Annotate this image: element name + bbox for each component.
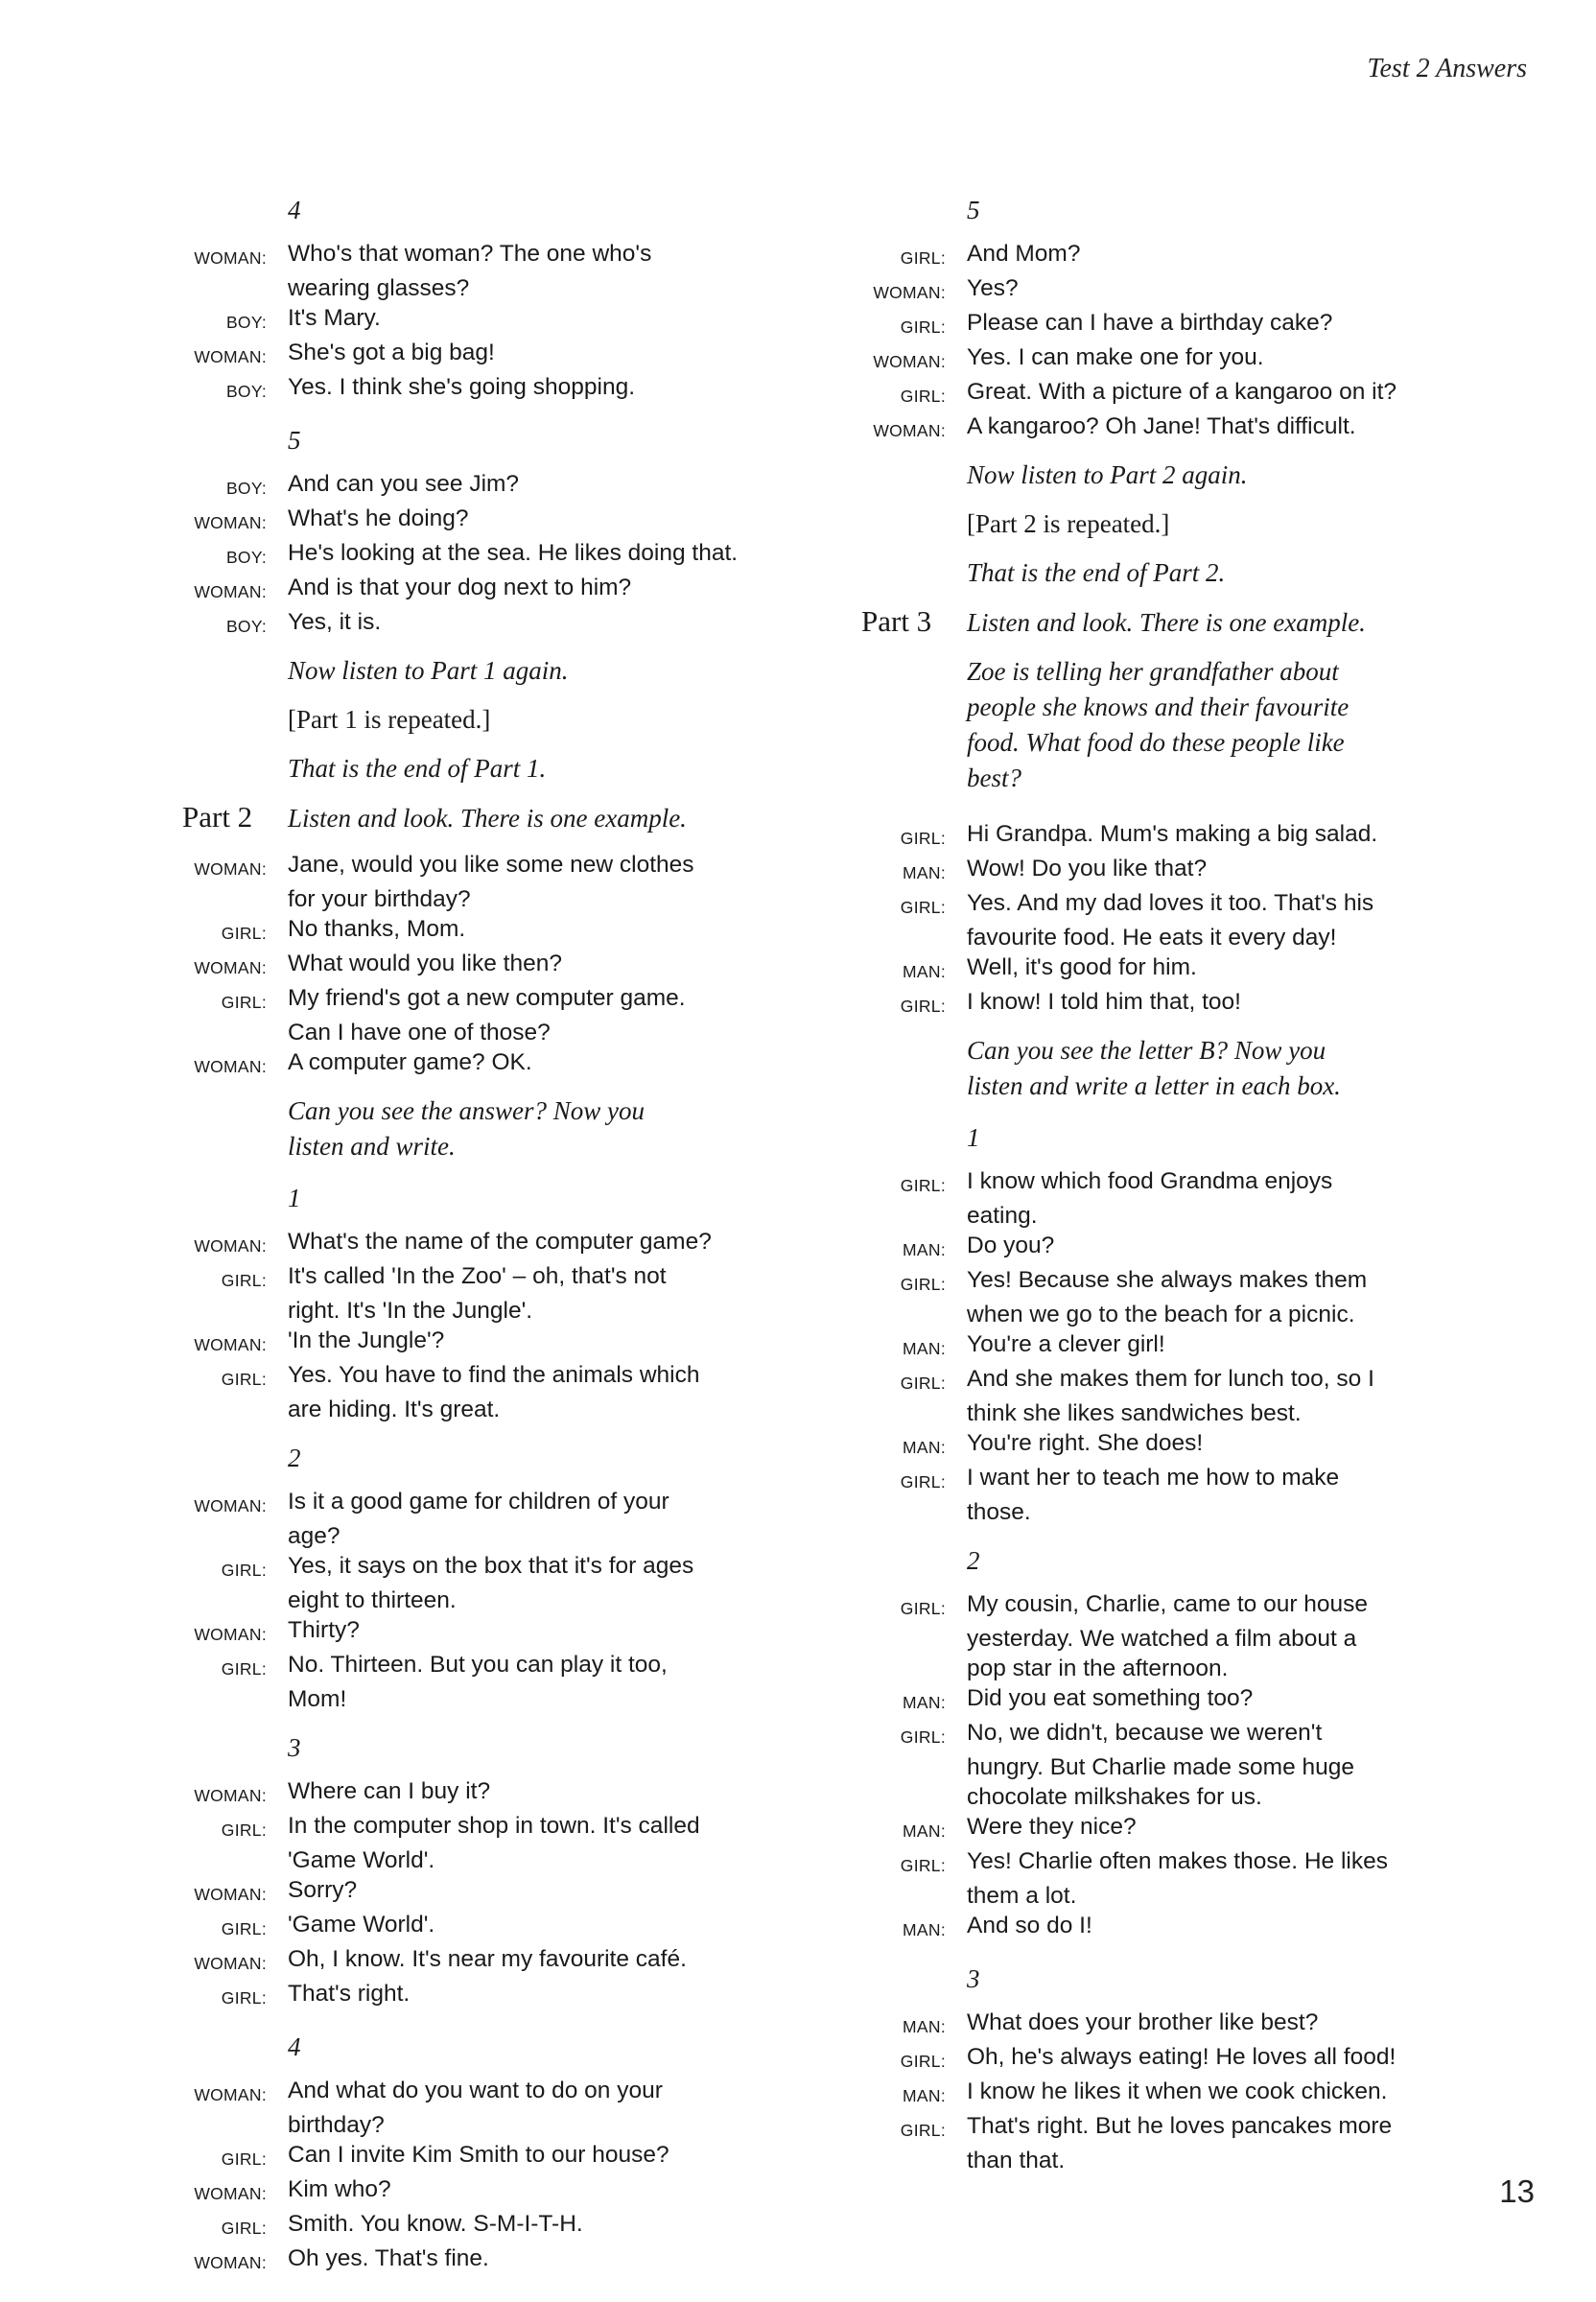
- instruction-text: Can you see the letter B? Now you: [967, 1036, 1326, 1065]
- dialogue-line: [163, 1944, 796, 1979]
- speaker-label: GIRL:: [900, 2121, 946, 2140]
- dialogue-line: [163, 538, 796, 573]
- dialogue-text: for your birthday?: [288, 886, 471, 912]
- dialogue-line: [163, 2209, 796, 2243]
- dialogue-text: 'In the Jungle'?: [288, 1327, 445, 1353]
- dialogue-text: Please can I have a birthday cake?: [967, 310, 1333, 336]
- dialogue-line: [163, 1845, 796, 1875]
- dialogue-line: [163, 1296, 796, 1326]
- speaker-label: WOMAN:: [194, 1885, 267, 1904]
- speaker-label: GIRL:: [221, 1370, 267, 1389]
- speaker-label: [163, 1684, 288, 1689]
- dialogue-text: You're right. She does!: [967, 1430, 1204, 1456]
- dialogue-line: [842, 2042, 1514, 2077]
- part-label: Part 2: [182, 800, 253, 834]
- speaker-label: GIRL:: [900, 1472, 946, 1492]
- dialogue-line: [842, 2077, 1514, 2111]
- instruction-text: Listen and look. There is one example.: [967, 608, 1366, 637]
- speaker-label: [842, 1398, 967, 1403]
- speaker-label: GIRL:: [900, 1599, 946, 1618]
- dialogue-line: [163, 2140, 796, 2174]
- speaker-label: MAN:: [903, 2086, 946, 2105]
- dialogue-line: [842, 2008, 1514, 2042]
- speaker-label: WOMAN:: [194, 1496, 267, 1515]
- dialogue-text: No thanks, Mom.: [288, 916, 466, 942]
- dialogue-text: Jane, would you like some new clothes: [288, 852, 694, 878]
- dialogue-line: [163, 1586, 796, 1615]
- dialogue-text: He's looking at the sea. He likes doing that.: [288, 540, 739, 566]
- speaker-label: GIRL:: [221, 1271, 267, 1290]
- speaker-label: [842, 923, 967, 928]
- dialogue-line: [842, 2146, 1514, 2175]
- dialogue-line: [163, 504, 796, 538]
- speaker-label: [163, 273, 288, 278]
- dialogue-text: And what do you want to do on your: [288, 2078, 663, 2103]
- dialogue-text: think she likes sandwiches best.: [967, 1400, 1302, 1426]
- speaker-label: [842, 1752, 967, 1757]
- speaker-label: GIRL:: [900, 2052, 946, 2071]
- dialogue-line: [842, 854, 1514, 888]
- dialogue-text: And so do I!: [967, 1913, 1092, 1938]
- speaker-label: GIRL:: [221, 1988, 267, 2008]
- dialogue-text: are hiding. It's great.: [288, 1397, 501, 1422]
- speaker-label: GIRL:: [900, 248, 946, 268]
- speaker-label: GIRL:: [221, 1561, 267, 1580]
- speaker-label: GIRL:: [900, 317, 946, 337]
- speaker-label: GIRL:: [221, 1659, 267, 1679]
- speaker-label: BOY:: [225, 382, 267, 401]
- speaker-label: [842, 1497, 967, 1502]
- dialogue-text: Oh, he's always eating! He loves all food!: [967, 2044, 1396, 2070]
- speaker-label: GIRL:: [900, 1275, 946, 1294]
- speaker-label: BOY:: [225, 313, 267, 332]
- speaker-label: GIRL:: [221, 993, 267, 1012]
- speaker-label: [842, 1624, 967, 1629]
- speaker-label: GIRL:: [900, 829, 946, 848]
- instruction-text: Listen and look. There is one example.: [288, 804, 687, 833]
- dialogue-line: [842, 1265, 1514, 1300]
- dialogue-line: [842, 1752, 1514, 1782]
- instruction-text: Zoe is telling her grandfather about: [967, 657, 1339, 686]
- dialogue-text: And Mom?: [967, 241, 1081, 267]
- speaker-label: GIRL:: [221, 1820, 267, 1840]
- dialogue-line: [842, 1463, 1514, 1497]
- dialogue-text: Sorry?: [288, 1877, 358, 1903]
- speaker-label: GIRL:: [900, 1856, 946, 1875]
- speaker-label: MAN:: [903, 1693, 946, 1712]
- speaker-label: WOMAN:: [194, 1236, 267, 1256]
- dialogue-text: Did you eat something too?: [967, 1685, 1254, 1711]
- dialogue-line: [842, 1428, 1514, 1463]
- dialogue-text: than that.: [967, 2148, 1066, 2173]
- dialogue-text: That's right. But he loves pancakes more: [967, 2113, 1393, 2139]
- speaker-label: WOMAN:: [873, 421, 946, 440]
- speaker-label: WOMAN:: [194, 1335, 267, 1354]
- dialogue-line: [163, 1047, 796, 1082]
- speaker-label: WOMAN:: [194, 1625, 267, 1644]
- dialogue-text: No, we didn't, because we weren't: [967, 1720, 1323, 1746]
- speaker-label: MAN:: [903, 863, 946, 882]
- speaker-label: BOY:: [225, 617, 267, 636]
- speaker-label: WOMAN:: [194, 1786, 267, 1805]
- speaker-label: WOMAN:: [194, 582, 267, 601]
- dialogue-text: wearing glasses?: [288, 275, 470, 301]
- dialogue-line: [842, 1166, 1514, 1201]
- question-number: 5: [967, 196, 980, 224]
- dialogue-line: [842, 1329, 1514, 1364]
- dialogue-text: Yes?: [967, 275, 1019, 301]
- speaker-label: WOMAN:: [194, 859, 267, 879]
- right-column: [842, 176, 1514, 2175]
- dialogue-line: [163, 1910, 796, 1944]
- repeat-note: [Part 2 is repeated.]: [967, 509, 1170, 538]
- dialogue-text: Oh, I know. It's near my favourite café.: [288, 1946, 687, 1972]
- instruction-text: Now listen to Part 2 again.: [967, 460, 1248, 489]
- speaker-label: BOY:: [225, 548, 267, 567]
- dialogue-line: [163, 1551, 796, 1586]
- dialogue-text: yesterday. We watched a film about a: [967, 1626, 1357, 1652]
- dialogue-line: [163, 1360, 796, 1395]
- dialogue-line: [842, 1300, 1514, 1329]
- speaker-label: GIRL:: [900, 1176, 946, 1195]
- dialogue-line: [842, 987, 1514, 1022]
- question-number: 1: [967, 1123, 980, 1152]
- speaker-label: WOMAN:: [194, 2184, 267, 2203]
- dialogue-line: [842, 819, 1514, 854]
- dialogue-text: age?: [288, 1523, 340, 1549]
- part-label: Part 3: [861, 604, 932, 638]
- dialogue-line: [163, 1018, 796, 1047]
- speaker-label: WOMAN:: [194, 513, 267, 532]
- speaker-label: WOMAN:: [873, 283, 946, 302]
- dialogue-text: No. Thirteen. But you can play it too,: [288, 1652, 668, 1678]
- dialogue-text: Smith. You know. S-M-I-T-H.: [288, 2211, 583, 2237]
- speaker-label: WOMAN:: [194, 2085, 267, 2104]
- instruction-text: Now listen to Part 1 again.: [288, 656, 569, 685]
- dialogue-line: [163, 1776, 796, 1811]
- dialogue-line: [163, 303, 796, 338]
- dialogue-line: [163, 1395, 796, 1424]
- speaker-label: MAN:: [903, 1821, 946, 1841]
- dialogue-text: Great. With a picture of a kangaroo on it?: [967, 379, 1397, 405]
- dialogue-text: A kangaroo? Oh Jane! That's difficult.: [967, 413, 1356, 439]
- instruction-text: listen and write a letter in each box.: [967, 1071, 1341, 1100]
- dialogue-text: hungry. But Charlie made some huge: [967, 1754, 1355, 1780]
- dialogue-line: [163, 1684, 796, 1714]
- dialogue-line: [163, 2174, 796, 2209]
- dialogue-line: [163, 1261, 796, 1296]
- instruction-text: people she knows and their favourite: [967, 693, 1350, 721]
- dialogue-line: [163, 573, 796, 607]
- question-number: 2: [967, 1546, 980, 1575]
- dialogue-text: Hi Grandpa. Mum's making a big salad.: [967, 821, 1378, 847]
- dialogue-text: Where can I buy it?: [288, 1778, 491, 1804]
- dialogue-line: [163, 914, 796, 949]
- dialogue-line: [163, 1227, 796, 1261]
- dialogue-line: [163, 2076, 796, 2110]
- dialogue-line: [163, 1615, 796, 1650]
- dialogue-text: Yes. I can make one for you.: [967, 344, 1264, 370]
- dialogue-line: [842, 1718, 1514, 1752]
- dialogue-line: [842, 923, 1514, 952]
- dialogue-line: [842, 1911, 1514, 1945]
- speaker-label: MAN:: [903, 962, 946, 981]
- dialogue-line: [163, 1979, 796, 2013]
- dialogue-text: Thirty?: [288, 1617, 360, 1643]
- dialogue-line: [163, 1811, 796, 1845]
- instruction-text: That is the end of Part 1.: [288, 754, 547, 783]
- running-header: Test 2 Answers: [1367, 54, 1527, 83]
- dialogue-line: [842, 1398, 1514, 1428]
- spacer: [842, 810, 1514, 819]
- dialogue-line: [163, 273, 796, 303]
- speaker-label: [163, 884, 288, 889]
- dialogue-text: Is it a good game for children of your: [288, 1489, 669, 1515]
- speaker-label: [842, 1782, 967, 1787]
- page-number: 13: [1499, 2173, 1535, 2209]
- dialogue-text: Mom!: [288, 1686, 347, 1712]
- dialogue-line: [842, 1881, 1514, 1911]
- dialogue-line: [842, 1846, 1514, 1881]
- speaker-label: [163, 1586, 288, 1590]
- speaker-label: WOMAN:: [194, 1954, 267, 1973]
- dialogue-line: [163, 1875, 796, 1910]
- dialogue-text: right. It's 'In the Jungle'.: [288, 1298, 533, 1324]
- dialogue-text: In the computer shop in town. It's called: [288, 1813, 700, 1839]
- question-number: 3: [288, 1733, 301, 1762]
- speaker-label: MAN:: [903, 1438, 946, 1457]
- dialogue-line: [842, 1497, 1514, 1527]
- dialogue-text: What does your brother like best?: [967, 2009, 1319, 2035]
- dialogue-line: [163, 1521, 796, 1551]
- dialogue-line: [842, 308, 1514, 342]
- dialogue-text: pop star in the afternoon.: [967, 1656, 1229, 1681]
- dialogue-text: It's Mary.: [288, 305, 381, 331]
- dialogue-line: [163, 1650, 796, 1684]
- part-heading: [842, 604, 1514, 641]
- instruction-text: food. What food do these people like: [967, 728, 1345, 757]
- dialogue-line: [842, 342, 1514, 377]
- speaker-label: [163, 1395, 288, 1399]
- dialogue-text: What would you like then?: [288, 951, 562, 976]
- dialogue-line: [842, 239, 1514, 273]
- dialogue-text: Yes, it says on the box that it's for ages: [288, 1553, 694, 1579]
- dialogue-line: [842, 273, 1514, 308]
- dialogue-text: birthday?: [288, 2112, 385, 2138]
- speaker-label: MAN:: [903, 2017, 946, 2036]
- speaker-label: MAN:: [903, 1339, 946, 1358]
- dialogue-text: 'Game World'.: [288, 1847, 435, 1873]
- speaker-label: WOMAN:: [194, 347, 267, 366]
- dialogue-line: [842, 1683, 1514, 1718]
- dialogue-text: That's right.: [288, 1981, 411, 2007]
- instruction-text: listen and write.: [288, 1132, 456, 1161]
- dialogue-line: [842, 411, 1514, 446]
- dialogue-line: [163, 2243, 796, 2278]
- dialogue-line: [163, 338, 796, 372]
- dialogue-text: Yes. You have to find the animals which: [288, 1362, 700, 1388]
- speaker-label: GIRL:: [900, 997, 946, 1016]
- instruction-text: best?: [967, 763, 1021, 792]
- speaker-label: WOMAN:: [194, 248, 267, 268]
- dialogue-line: [163, 949, 796, 983]
- dialogue-text: You're a clever girl!: [967, 1331, 1165, 1357]
- dialogue-text: Can I have one of those?: [288, 1020, 551, 1045]
- dialogue-text: It's called 'In the Zoo' – oh, that's not: [288, 1263, 667, 1289]
- dialogue-text: Kim who?: [288, 2176, 391, 2202]
- dialogue-text: Wow! Do you like that?: [967, 856, 1208, 881]
- dialogue-text: A computer game? OK.: [288, 1049, 532, 1075]
- part-heading: [163, 800, 796, 836]
- dialogue-text: Oh yes. That's fine.: [288, 2245, 489, 2271]
- speaker-label: BOY:: [225, 479, 267, 498]
- dialogue-line: [842, 952, 1514, 987]
- dialogue-line: [842, 1654, 1514, 1683]
- speaker-label: GIRL:: [900, 1374, 946, 1393]
- dialogue-text: eating.: [967, 1203, 1038, 1229]
- dialogue-line: [163, 372, 796, 407]
- dialogue-text: chocolate milkshakes for us.: [967, 1784, 1262, 1810]
- dialogue-text: Yes. I think she's going shopping.: [288, 374, 635, 400]
- speaker-label: [163, 1845, 288, 1850]
- dialogue-text: favourite food. He eats it every day!: [967, 925, 1337, 951]
- question-number: 3: [967, 1964, 980, 1993]
- speaker-label: MAN:: [903, 1240, 946, 1259]
- repeat-note: [Part 1 is repeated.]: [288, 705, 491, 734]
- speaker-label: [163, 1521, 288, 1526]
- dialogue-line: [842, 1231, 1514, 1265]
- speaker-label: GIRL:: [900, 387, 946, 406]
- speaker-label: GIRL:: [221, 1919, 267, 1938]
- dialogue-text: And is that your dog next to him?: [288, 575, 632, 600]
- dialogue-text: Do you?: [967, 1233, 1055, 1258]
- dialogue-text: My cousin, Charlie, came to our house: [967, 1591, 1369, 1617]
- speaker-label: MAN:: [903, 1920, 946, 1939]
- dialogue-text: I want her to teach me how to make: [967, 1465, 1340, 1491]
- dialogue-line: [842, 1364, 1514, 1398]
- left-column: [163, 176, 796, 2278]
- dialogue-text: I know! I told him that, too!: [967, 989, 1241, 1015]
- dialogue-text: eight to thirteen.: [288, 1587, 457, 1613]
- dialogue-text: Well, it's good for him.: [967, 954, 1197, 980]
- speaker-label: GIRL:: [900, 898, 946, 917]
- speaker-label: GIRL:: [900, 1727, 946, 1747]
- question-number: 1: [288, 1184, 301, 1212]
- dialogue-line: [842, 1812, 1514, 1846]
- dialogue-text: Who's that woman? The one who's: [288, 241, 652, 267]
- dialogue-line: [163, 607, 796, 642]
- question-number: 4: [288, 2032, 301, 2061]
- dialogue-text: Can I invite Kim Smith to our house?: [288, 2142, 669, 2168]
- speaker-label: GIRL:: [221, 2149, 267, 2169]
- dialogue-line: [163, 983, 796, 1018]
- question-number: 5: [288, 426, 301, 455]
- dialogue-line: [842, 1782, 1514, 1812]
- speaker-label: [842, 1300, 967, 1304]
- dialogue-text: them a lot.: [967, 1883, 1077, 1909]
- speaker-label: [842, 2146, 967, 2150]
- dialogue-text: She's got a big bag!: [288, 340, 495, 365]
- speaker-label: WOMAN:: [194, 1057, 267, 1076]
- dialogue-text: What's he doing?: [288, 505, 469, 531]
- dialogue-text: when we go to the beach for a picnic.: [967, 1302, 1355, 1327]
- question-number: 2: [288, 1444, 301, 1472]
- speaker-label: GIRL:: [221, 924, 267, 943]
- dialogue-line: [163, 1487, 796, 1521]
- speaker-label: [163, 2110, 288, 2115]
- dialogue-text: 'Game World'.: [288, 1912, 435, 1938]
- dialogue-text: Were they nice?: [967, 1814, 1137, 1840]
- dialogue-text: What's the name of the computer game?: [288, 1229, 712, 1255]
- instruction-text: That is the end of Part 2.: [967, 558, 1226, 587]
- dialogue-text: My friend's got a new computer game.: [288, 985, 686, 1011]
- dialogue-line: [842, 1201, 1514, 1231]
- speaker-label: WOMAN:: [873, 352, 946, 371]
- speaker-label: [842, 1654, 967, 1658]
- dialogue-line: [842, 2111, 1514, 2146]
- dialogue-text: I know which food Grandma enjoys: [967, 1168, 1333, 1194]
- dialogue-text: I know he likes it when we cook chicken.: [967, 2079, 1388, 2104]
- dialogue-text: And she makes them for lunch too, so I: [967, 1366, 1374, 1392]
- speaker-label: WOMAN:: [194, 2253, 267, 2272]
- speaker-label: [163, 1296, 288, 1301]
- dialogue-line: [163, 239, 796, 273]
- speaker-label: GIRL:: [221, 2219, 267, 2238]
- dialogue-line: [163, 469, 796, 504]
- dialogue-text: Yes! Because she always makes them: [967, 1267, 1368, 1293]
- dialogue-line: [163, 2110, 796, 2140]
- dialogue-text: Yes. And my dad loves it too. That's his: [967, 890, 1374, 916]
- question-number: 4: [288, 196, 301, 224]
- speaker-label: [842, 1881, 967, 1886]
- dialogue-line: [842, 1624, 1514, 1654]
- dialogue-line: [163, 884, 796, 914]
- dialogue-text: Yes, it is.: [288, 609, 382, 635]
- dialogue-text: And can you see Jim?: [288, 471, 520, 497]
- speaker-label: [163, 1018, 288, 1022]
- instruction-text: Can you see the answer? Now you: [288, 1096, 645, 1125]
- speaker-label: WOMAN:: [194, 958, 267, 977]
- dialogue-line: [163, 850, 796, 884]
- dialogue-line: [163, 1326, 796, 1360]
- dialogue-line: [842, 377, 1514, 411]
- dialogue-text: those.: [967, 1499, 1031, 1525]
- dialogue-line: [842, 888, 1514, 923]
- dialogue-text: Yes! Charlie often makes those. He likes: [967, 1848, 1388, 1874]
- dialogue-line: [842, 1589, 1514, 1624]
- speaker-label: [842, 1201, 967, 1206]
